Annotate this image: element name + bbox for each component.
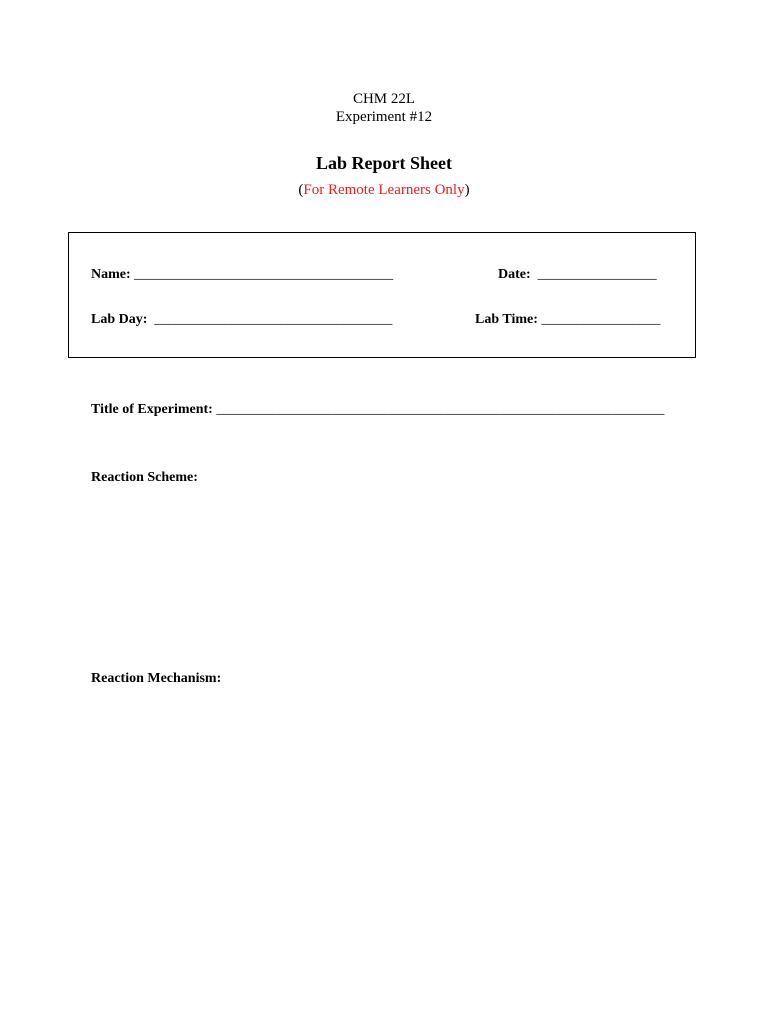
title-of-experiment-field[interactable] bbox=[91, 402, 664, 418]
reaction-mechanism-label: Reaction Mechanism: bbox=[91, 671, 222, 686]
reaction-scheme-label: Reaction Scheme: bbox=[91, 470, 198, 485]
lab-time-label: Lab Time: bbox=[475, 312, 538, 327]
page-subtitle bbox=[0, 182, 768, 199]
reaction-scheme-section bbox=[91, 470, 198, 486]
page-title: Lab Report Sheet bbox=[316, 153, 452, 173]
date-label: Date: bbox=[498, 267, 531, 282]
course-code: CHM 22L bbox=[352, 91, 416, 107]
subtitle-close-paren: ) bbox=[464, 182, 470, 198]
experiment-number: Experiment #12 bbox=[335, 109, 433, 125]
reaction-mechanism-section bbox=[91, 671, 221, 687]
lab-time-blank[interactable]: _________________ bbox=[541, 312, 661, 327]
title-of-experiment-label: Title of Experiment: bbox=[91, 402, 213, 417]
lab-day-blank[interactable]: __________________________________ bbox=[154, 312, 393, 327]
remote-learners-note: For Remote Learners Only bbox=[303, 182, 465, 198]
name-label: Name: bbox=[91, 267, 131, 282]
lab-time-field[interactable] bbox=[475, 312, 660, 328]
date-field[interactable] bbox=[498, 267, 657, 283]
date-blank[interactable]: _________________ bbox=[537, 267, 657, 282]
lab-day-field[interactable] bbox=[91, 312, 392, 328]
name-blank[interactable]: _____________________________________ bbox=[134, 267, 394, 282]
title-of-experiment-blank[interactable]: ________________________________________________________________ bbox=[216, 402, 665, 417]
lab-day-label: Lab Day: bbox=[91, 312, 148, 327]
name-field[interactable] bbox=[91, 267, 393, 283]
subtitle-open-paren: ( bbox=[298, 182, 304, 198]
student-info-box bbox=[68, 232, 696, 358]
